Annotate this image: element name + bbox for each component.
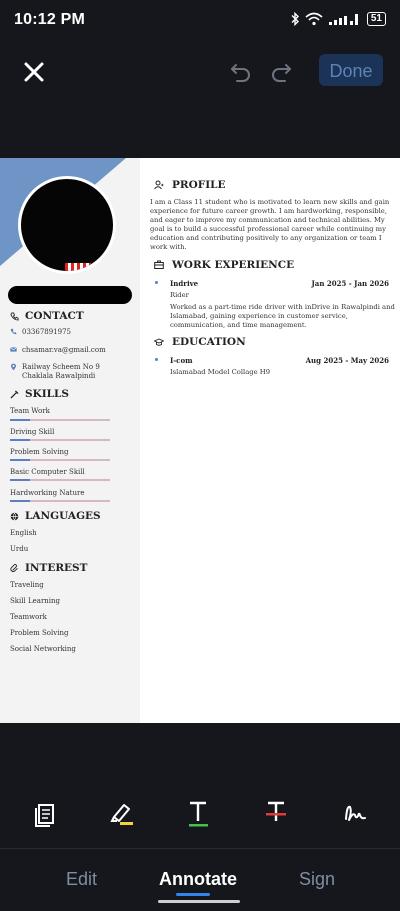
signature-tool-icon[interactable] [340,795,370,831]
bluetooth-icon [290,12,300,26]
signal-icon [328,12,362,26]
graduation-icon [154,337,164,347]
interest-item: Problem Solving [10,629,69,637]
skill-label: Team Work [10,407,50,415]
interest-item: Teamwork [10,613,47,621]
skill-fill [10,479,30,481]
battery-icon: 51 [367,12,386,26]
work-company: Indrive [170,279,199,288]
language-item: Urdu [10,545,29,553]
notes-tool-icon[interactable] [30,795,60,831]
undo-icon[interactable] [228,59,254,85]
skill-label: Basic Computer Skill [10,468,85,476]
close-icon[interactable] [20,58,48,86]
interest-item: Skill Learning [10,597,61,605]
skills-heading: SKILLS [10,388,69,400]
status-time: 10:12 PM [14,11,85,28]
redo-icon[interactable] [268,59,294,85]
profile-photo [18,176,116,274]
skill-fill [10,419,30,421]
education-school: Islamabad Model Collage H9 [170,368,271,376]
top-toolbar [0,45,400,95]
work-description: Worked as a part-time ride driver with inDrive in Rawalpindi and Islamabad, gaining experience in customer service, communication, and time management. [170,303,395,329]
work-heading: WORK EXPERIENCE [154,259,294,271]
highlighter-tool-icon[interactable] [106,795,136,831]
skill-bar [10,439,110,441]
interest-icon [10,564,19,573]
interest-item: Traveling [10,581,44,589]
wifi-icon [305,12,323,26]
annotation-tools [0,795,400,835]
tab-annotate[interactable]: Annotate [159,869,237,889]
phone-icon [10,328,17,335]
skill-label: Driving Skill [10,428,55,436]
skill-bar [10,419,110,421]
strikethrough-tool-icon[interactable] [262,795,292,831]
languages-heading: LANGUAGES [10,510,101,522]
tab-sign[interactable]: Sign [299,869,336,889]
text-tool-icon[interactable] [184,795,214,831]
work-role: Rider [170,291,189,299]
phone-icon [10,312,19,321]
work-dates: Jan 2025 - Jan 2026 [311,279,389,288]
interest-item: Social Networking [10,645,76,653]
status-bar [0,0,400,40]
profile-text: I am a Class 11 student who is motivated to learn new skills and gain experience for future career growth. I am hardworking, responsible, and eager to improve my communication and technical abilities. My goal is to build a successful professional career while continuing my education and contributing positively to any organization or team I work with. [150,198,390,251]
skill-fill [10,500,30,502]
photo-detail [65,263,91,274]
education-dates: Aug 2025 - May 2026 [305,356,389,365]
contact-phone: 03367891975 [10,328,71,336]
education-degree: I-com [170,356,193,365]
resume-document[interactable] [0,158,400,723]
skill-bar [10,479,110,481]
resume-sidebar [0,158,140,723]
skill-fill [10,459,30,461]
contact-email: chsamar.va@gmail.com [10,346,106,354]
education-bullet [155,358,158,361]
skills-icon [10,390,19,399]
work-bullet [155,281,158,284]
name-redaction [8,286,132,304]
active-tab-indicator [176,893,210,896]
contact-address: Railway Scheem No 9 Chaklala Rawalpindi [10,363,100,380]
contact-heading: CONTACT [10,310,84,322]
tab-edit[interactable]: Edit [66,869,98,889]
profile-heading: PROFILE [154,179,226,191]
email-icon [10,346,17,353]
interest-heading: INTEREST [10,562,87,574]
skill-label: Hardworking Nature [10,489,85,497]
done-button[interactable]: Done [319,54,383,86]
skill-label: Problem Solving [10,448,69,456]
skill-bar [10,459,110,461]
education-heading: EDUCATION [154,336,246,348]
home-indicator[interactable] [158,900,240,903]
briefcase-icon [154,260,164,270]
language-item: English [10,529,37,537]
profile-icon [154,180,164,190]
status-icons [290,12,386,26]
skill-fill [10,439,30,441]
globe-icon [10,512,19,521]
skill-bar [10,500,110,502]
location-icon [10,363,17,371]
